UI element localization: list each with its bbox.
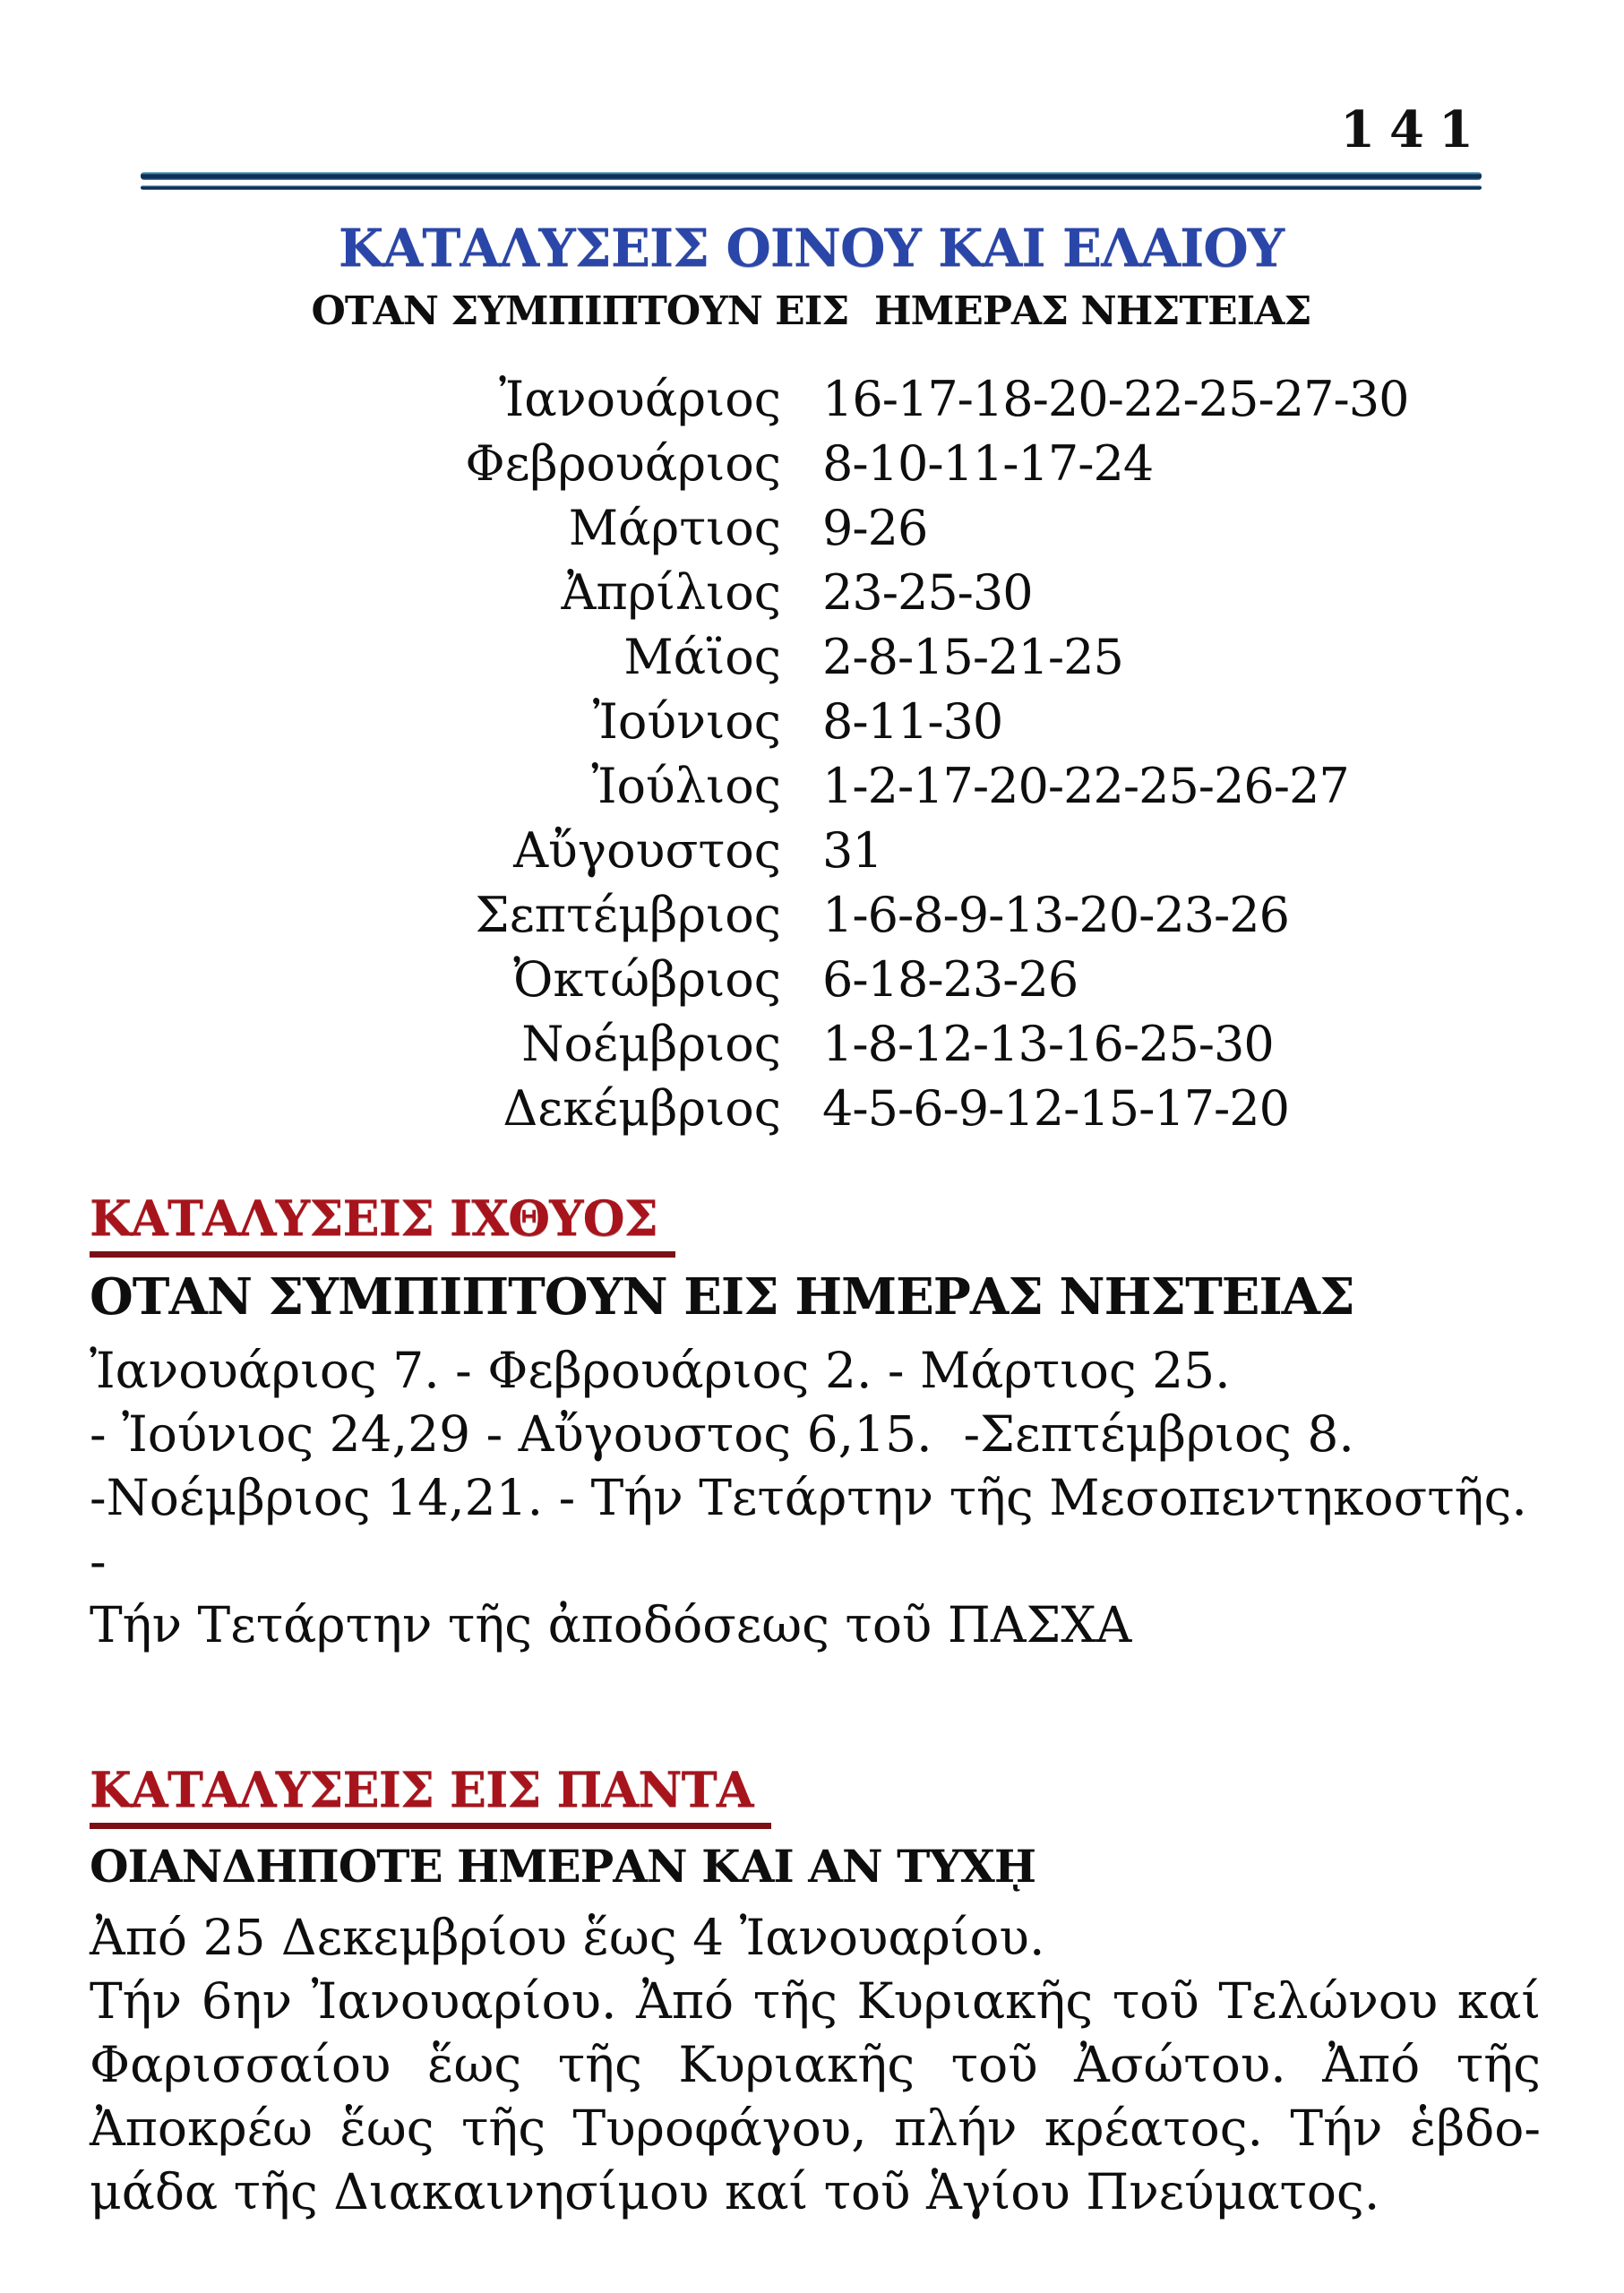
month-cell: Αὔγουστος [513, 822, 781, 879]
double-rule [141, 172, 1482, 190]
month-cell: Ἰούνιος [592, 693, 781, 750]
table-row [90, 883, 1541, 948]
paragraph-line: Ἀποκρέω ἕως τῆς Τυροφάγου, πλήν κρέατος. Τήν ἑβδο- [90, 2100, 1541, 2158]
month-cell: Ὀκτώβριος [513, 951, 781, 1008]
dates-cell: 23-25-30 [822, 564, 1033, 621]
dates-cell: 6-18-23-26 [822, 951, 1078, 1008]
fish-section-paragraph [90, 1339, 1541, 1657]
table-row [90, 1077, 1541, 1141]
main-title: ΚΑΤΑΛΥΣΕΙΣ ΟΙΝΟΥ ΚΑΙ ΕΛΑΙΟΥ [338, 218, 1285, 279]
dates-cell: 9-26 [822, 500, 928, 556]
table-row [90, 625, 1541, 690]
paragraph-line: Ἀπό 25 Δεκεμβρίου ἕως 4 Ἰανουαρίου. [90, 1909, 1045, 1967]
rule-top-line [141, 172, 1482, 180]
paragraph-line: Ἰανουάριος 7. - Φεβρουάριος 2. - Μάρτιος 25. [90, 1341, 1231, 1399]
dates-cell: 2-8-15-21-25 [822, 629, 1123, 685]
dates-cell: 31 [822, 822, 882, 879]
main-subtitle: ΟΤΑΝ ΣΥΜΠΙΠΤΟΥΝ ΕΙΣ ΗΜΕΡΑΣ ΝΗΣΤΕΙΑΣ [311, 288, 1311, 334]
all-foods-section-paragraph [90, 1906, 1541, 2224]
dates-cell: 1-2-17-20-22-25-26-27 [822, 758, 1349, 814]
paragraph-line: - Ἰούνιος 24,29 - Αὔγουστος 6,15. -Σεπτέμβριος 8. [90, 1404, 1354, 1463]
month-cell: Ἰανουάριος [499, 371, 781, 427]
rule-bottom-line [141, 185, 1482, 190]
dates-cell: 8-10-11-17-24 [822, 435, 1154, 492]
month-cell: Μάρτιος [568, 500, 781, 556]
paragraph-line: μάδα τῆς Διακαινησίμου καί τοῦ Ἁγίου Πνεύματος. [90, 2163, 1380, 2221]
table-row [90, 819, 1541, 883]
fish-dispensation-section [90, 1191, 1541, 1657]
paragraph-line: Τήν Τετάρτην τῆς ἀποδόσεως τοῦ ΠΑΣΧΑ [90, 1595, 1132, 1653]
paragraph-line: -Νοέμβριος 14,21. - Τήν Τετάρτην τῆς Μεσοπεντηκοστῆς. - [90, 1468, 1543, 1590]
page-header [141, 220, 1482, 334]
dates-cell: 1-8-12-13-16-25-30 [822, 1016, 1274, 1072]
dates-cell: 4-5-6-9-12-15-17-20 [822, 1080, 1289, 1137]
table-row [90, 1012, 1541, 1077]
table-row [90, 496, 1541, 561]
all-foods-dispensation-section [90, 1763, 1541, 2224]
dates-cell: 16-17-18-20-22-25-27-30 [822, 371, 1409, 427]
dates-cell: 8-11-30 [822, 693, 1003, 750]
fish-section-title: ΚΑΤΑΛΥΣΕΙΣ ΙΧΘΥΟΣ [90, 1191, 675, 1258]
month-cell: Φεβρουάριος [465, 435, 781, 492]
month-cell: Σεπτέμβριος [475, 887, 781, 943]
all-foods-section-subtitle: ΟΙΑΝΔΗΠΟΤΕ ΗΜΕΡΑΝ ΚΑΙ ΑΝ ΤΥΧῌ [90, 1840, 1036, 1894]
all-foods-section-title: ΚΑΤΑΛΥΣΕΙΣ ΕΙΣ ΠΑΝΤΑ [90, 1763, 771, 1829]
table-row [90, 432, 1541, 496]
paragraph-line: Τήν 6ην Ἰανουαρίου. Ἀπό τῆς Κυριακῆς τοῦ Τελώνου καί [90, 1972, 1541, 2031]
month-cell: Νοέμβριος [521, 1016, 781, 1072]
wine-oil-table [90, 367, 1541, 1141]
page-number: 141 [1340, 100, 1488, 159]
month-cell: Ἀπρίλιος [561, 564, 781, 621]
month-cell: Δεκέμβριος [503, 1080, 781, 1137]
month-cell: Ἰούλιος [591, 758, 781, 814]
month-cell: Μάϊος [623, 629, 781, 685]
dates-cell: 1-6-8-9-13-20-23-26 [822, 887, 1289, 943]
paragraph-line: Φαρισσαίου ἕως τῆς Κυριακῆς τοῦ Ἀσώτου. Ἀπό τῆς [90, 2036, 1541, 2094]
table-row [90, 690, 1541, 754]
table-row [90, 561, 1541, 625]
table-row [90, 367, 1541, 432]
table-row [90, 948, 1541, 1012]
table-row [90, 754, 1541, 819]
fish-section-subtitle: ΟΤΑΝ ΣΥΜΠΙΠΤΟΥΝ ΕΙΣ ΗΜΕΡΑΣ ΝΗΣΤΕΙΑΣ [90, 1267, 1354, 1327]
